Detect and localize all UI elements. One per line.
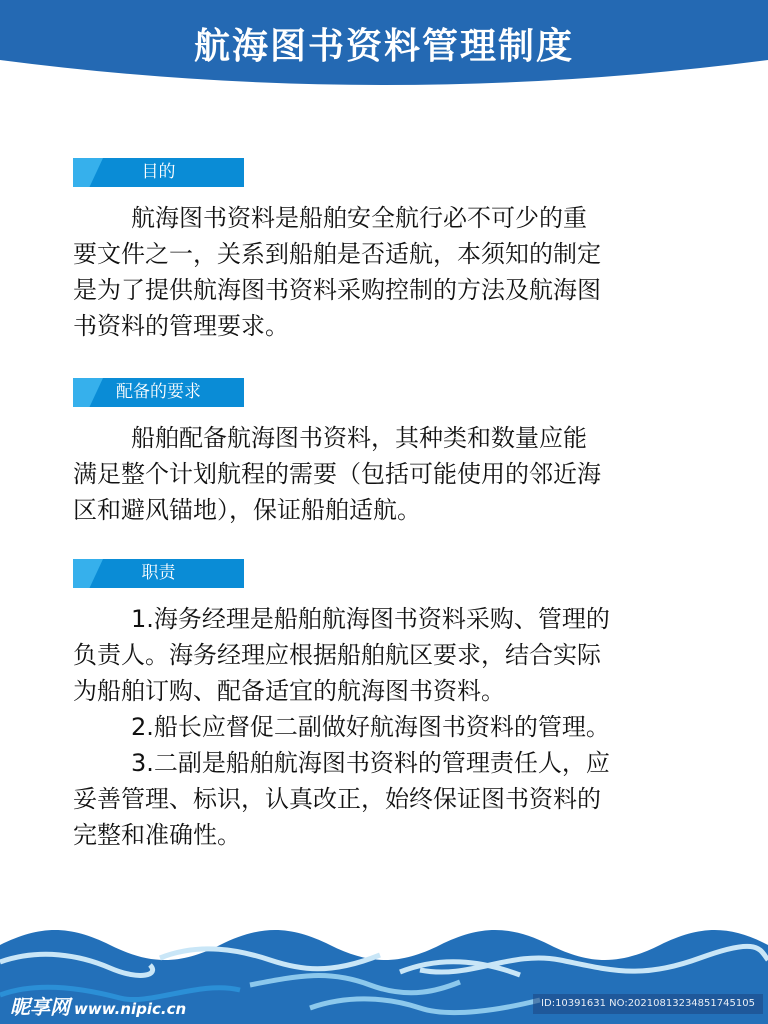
section-text-purpose bbox=[73, 200, 713, 344]
page-title: 航海图书资料管理制度 bbox=[193, 26, 574, 67]
text-line: 负责人。海务经理应根据船舶航区要求，结合实际 bbox=[73, 641, 601, 669]
text-line: 完整和准确性。 bbox=[73, 821, 241, 849]
text-line: 满足整个计划航程的需要（包括可能使用的邻近海 bbox=[73, 460, 601, 488]
watermark-url: www.nipic.cn bbox=[74, 1000, 187, 1018]
text-line: 1.海务经理是船舶航海图书资料采购、管理的 bbox=[131, 605, 610, 633]
watermark-id: ID:10391631 NO:20210813234851745105 bbox=[533, 994, 763, 1014]
header-banner bbox=[0, 0, 768, 95]
section-label-purpose: 目的 bbox=[73, 158, 244, 187]
section-text-responsibilities bbox=[73, 601, 713, 853]
text-line: 3.二副是船舶航海图书资料的管理责任人，应 bbox=[131, 749, 610, 777]
text-line: 船舶配备航海图书资料，其种类和数量应能 bbox=[131, 424, 587, 452]
section-text-requirements bbox=[73, 420, 713, 528]
text-line: 2.船长应督促二副做好航海图书资料的管理。 bbox=[131, 713, 610, 741]
text-line: 要文件之一，关系到船舶是否适航，本须知的制定 bbox=[73, 240, 601, 268]
text-line: 是为了提供航海图书资料采购控制的方法及航海图 bbox=[73, 276, 601, 304]
section-label-requirements: 配备的要求 bbox=[73, 378, 244, 407]
text-line: 书资料的管理要求。 bbox=[73, 312, 289, 340]
section-label-responsibilities: 职责 bbox=[73, 559, 244, 588]
text-line: 为船舶订购、配备适宜的航海图书资料。 bbox=[73, 677, 505, 705]
watermark-logo-text: 昵享网 bbox=[10, 995, 70, 1019]
text-line: 航海图书资料是船舶安全航行必不可少的重 bbox=[131, 204, 587, 232]
text-line: 区和避风锚地），保证船舶适航。 bbox=[73, 496, 421, 524]
text-line: 妥善管理、标识，认真改正，始终保证图书资料的 bbox=[73, 785, 601, 813]
watermark-logo bbox=[10, 991, 186, 1020]
